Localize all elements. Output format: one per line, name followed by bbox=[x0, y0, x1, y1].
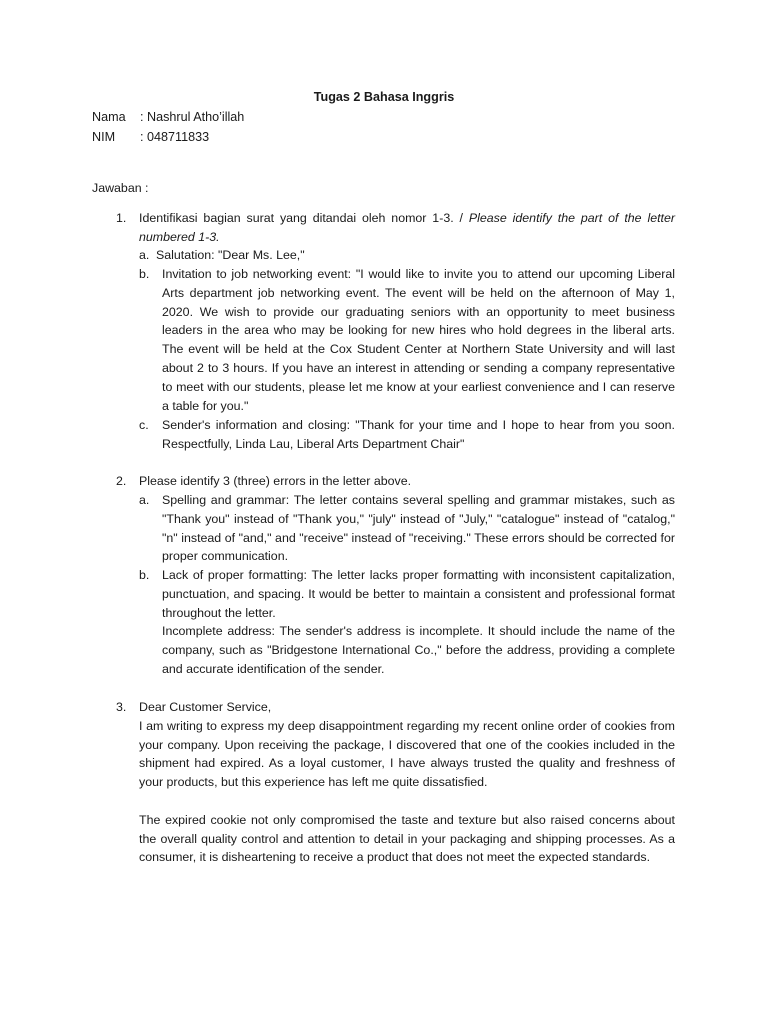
answers-label: Jawaban : bbox=[92, 181, 149, 195]
q1-item-c-text: Sender's information and closing: "Thank for your time and I hope to hear from you soon. Respectfully, Linda Lau, Liberal Arts Department Chair" bbox=[162, 418, 675, 451]
q1-prompt bbox=[139, 209, 675, 247]
q2-item-a-text: Spelling and grammar: The letter contains several spelling and grammar mistakes, such as "Thank you" instead of "Thank you," "july" instead of "July," "catalogue" instead of "catalog," "n" instead of "and," and "receive" instead of "receiving." These errors should be corrected for proper communication. bbox=[162, 493, 675, 564]
q1-item-b-text: Invitation to job networking event: "I would like to invite you to attend our upcoming Liberal Arts department job networking event. The event will be held on the afternoon of May 1, 2020. We wish to provide our graduating seniors with an opportunity to meet business leaders in the area who may be looking for new hires who hold degrees in the liberal arts. The event will be held at the Cox Student Center at Northern State University and will last about 2 to 3 hours. If you have an interest in attending or sending a company representative to meet with our students, please let me know at your earliest convenience and I can reserve a table for you." bbox=[162, 267, 675, 413]
name-row bbox=[92, 108, 244, 127]
nim-value: : 048711833 bbox=[140, 130, 210, 144]
q2-item-b-marker: b. bbox=[139, 568, 150, 582]
name-value: : Nashrul Atho’illah bbox=[140, 110, 245, 124]
document-title: Tugas 2 Bahasa Inggris bbox=[313, 90, 455, 104]
q2-prompt: Please identify 3 (three) errors in the letter above. bbox=[139, 474, 412, 488]
q3-letter bbox=[139, 698, 675, 867]
name-label: Nama bbox=[92, 110, 126, 124]
q1-prompt-italic: Please identify the part of the letter numbered 1-3. bbox=[139, 211, 676, 244]
q1-prompt-plain: Identifikasi bagian surat yang ditandai oleh nomor 1-3. / bbox=[139, 211, 469, 225]
q1-item-a-text: Salutation: "Dear Ms. Lee," bbox=[156, 248, 305, 262]
nim-row bbox=[92, 128, 209, 147]
q1-item-c-marker: c. bbox=[139, 418, 149, 432]
q2-item-b-para1: Lack of proper formatting: The letter lacks proper formatting with inconsistent capitalization, punctuation, and spacing. It would be better to maintain a consistent and professional format throughout the letter. bbox=[162, 568, 675, 620]
q2-number: 2. bbox=[116, 474, 127, 488]
q1-item-b-marker: b. bbox=[139, 267, 150, 281]
q3-greeting: Dear Customer Service, bbox=[139, 700, 272, 714]
q3-paragraph-1: I am writing to express my deep disappointment regarding my recent online order of cookies from your company. Upon receiving the package, I discovered that one of the cookies included in the shipment had expired. As a loyal customer, I have always trusted the quality and freshness of your products, but this experience has left me quite dissatisfied. bbox=[139, 718, 675, 790]
q3-number: 3. bbox=[116, 700, 127, 714]
q2-item-b-text bbox=[162, 566, 675, 679]
q3-paragraph-2: The expired cookie not only compromised the taste and texture but also raised concerns about the overall quality control and attention to detail in your packaging and shipping processes. As a consumer, it is disheartening to receive a product that does not meet the expected standards. bbox=[139, 812, 675, 865]
q1-item-a-marker: a. bbox=[139, 248, 150, 262]
nim-label: NIM bbox=[92, 130, 116, 144]
q1-number: 1. bbox=[116, 211, 127, 225]
q2-item-a-marker: a. bbox=[139, 493, 150, 507]
q2-item-b-para2: Incomplete address: The sender's address is incomplete. It should include the name of the company, such as "Bridgestone International Co.," before the address, providing a complete and accurate identification of the sender. bbox=[162, 624, 675, 676]
